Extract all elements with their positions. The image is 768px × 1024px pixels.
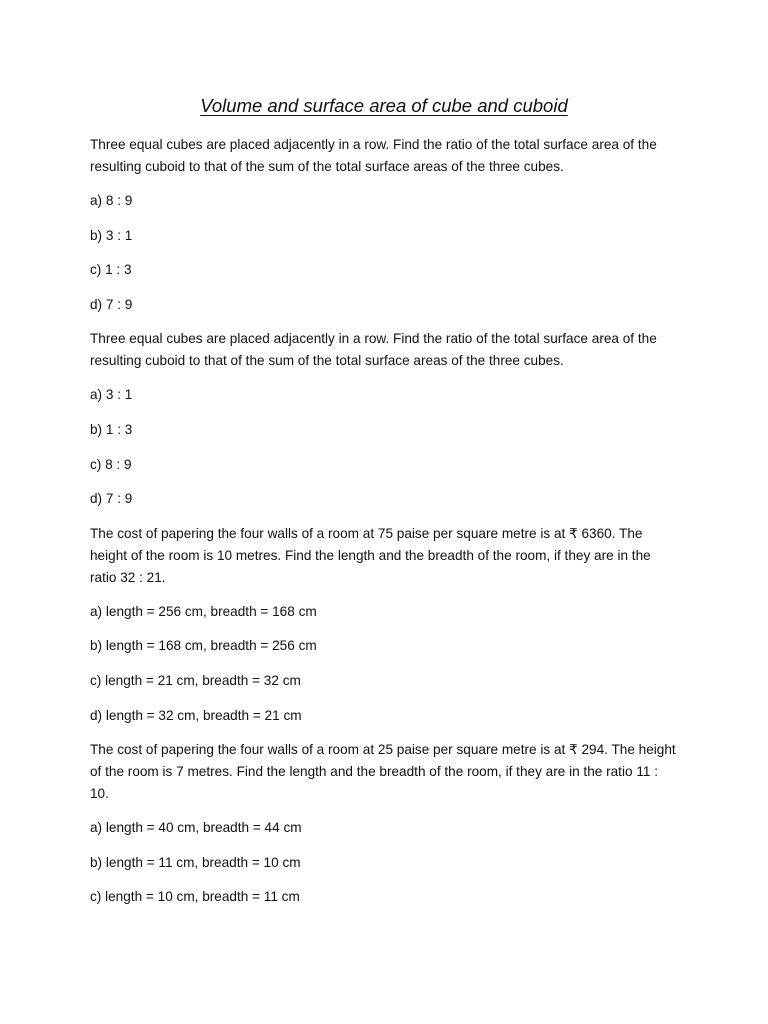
question-block-2 [90,328,680,510]
document-body [90,134,680,921]
answer-option: a) 8 : 9 [90,193,133,208]
answer-option: d) 7 : 9 [90,491,133,507]
answer-option: c) 8 : 9 [90,456,132,472]
answer-option: c) length = 10 cm, breadth = 11 cm [90,889,300,905]
answer-option: a) length = 256 cm, breadth = 168 cm [90,603,317,619]
question-block-3 [90,523,680,727]
answer-option: d) length = 32 cm, breadth = 21 cm [90,707,302,723]
answer-option: d) 7 : 9 [90,296,133,312]
question-text: The cost of papering the four walls of a room at 25 paise per square metre is at ₹ 294. The height of the room is 7 metres. Find the length and the breadth of the room, if they are in the ratio 11 : 10. [90,742,676,802]
question-text: The cost of papering the four walls of a room at 75 paise per square metre is at ₹ 6360. The height of the room is 10 metres. Find the length and the breadth of the room, if they are in the ratio 32 : 21. [90,525,651,585]
answer-option: c) length = 21 cm, breadth = 32 cm [90,672,301,688]
answer-option: c) 1 : 3 [90,262,132,278]
answer-option: b) length = 168 cm, breadth = 256 cm [90,638,317,654]
answer-option: a) 3 : 1 [90,387,133,403]
question-text: Three equal cubes are placed adjacently in a row. Find the ratio of the total surface area of the resulting cuboid to that of the sum of the total surface areas of the three cubes. [90,137,657,174]
question-block-4 [90,739,680,908]
answer-option: b) length = 11 cm, breadth = 10 cm [90,854,301,870]
document-title: Volume and surface area of cube and cuboid [200,95,568,116]
answer-option: a) length = 40 cm, breadth = 44 cm [90,820,302,836]
question-text: Three equal cubes are placed adjacently in a row. Find the ratio of the total surface area of the resulting cuboid to that of the sum of the total surface areas of the three cubes. [90,331,657,369]
question-block-1 [90,134,680,316]
answer-option: b) 1 : 3 [90,421,133,437]
answer-option: b) 3 : 1 [90,227,133,243]
